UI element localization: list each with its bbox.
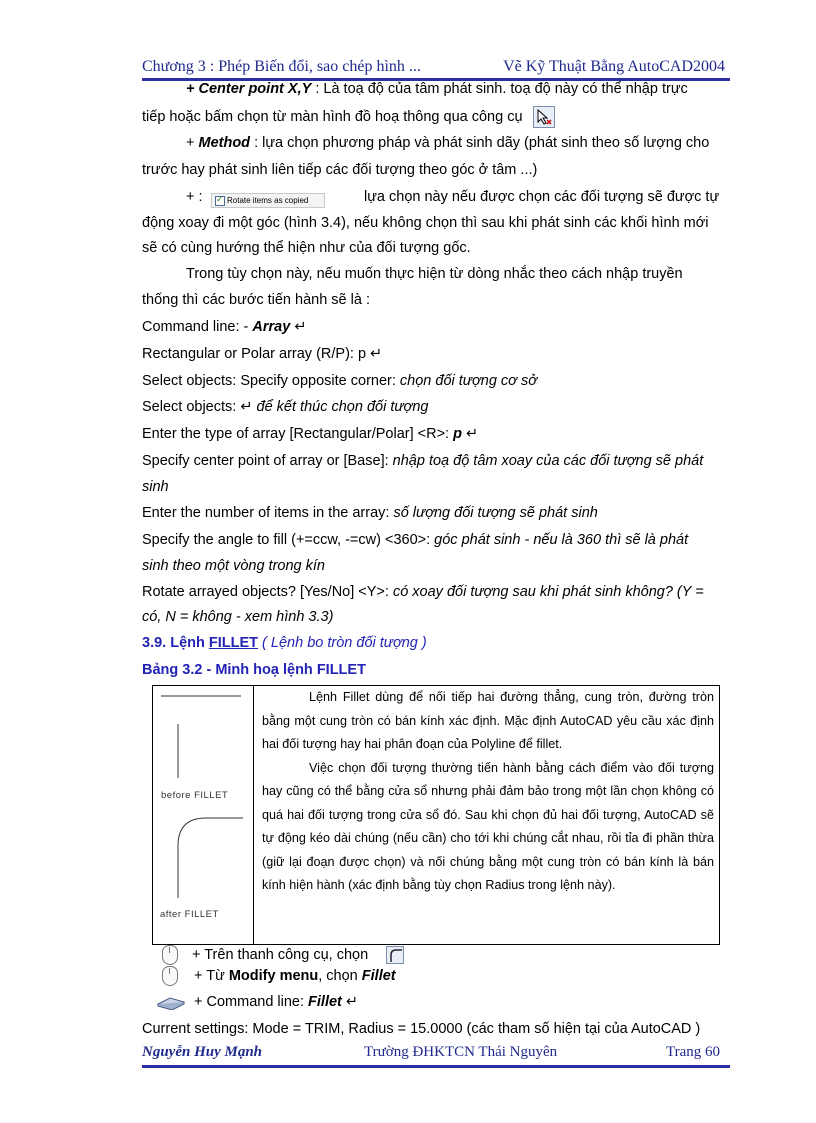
command-line-5: Enter the type of array [Rectangular/Polar] <R>: p ↵ [142,426,479,442]
paragraph-line-2: thống thì các bước tiến hành sẽ là : [142,292,370,308]
school-name: Trường ĐHKTCN Thái Nguyên [364,1044,558,1060]
rotate-items-checkbox: ✓ Rotate items as copied [211,193,325,208]
enter-icon: ↵ [341,994,359,1010]
command-line-2: Rectangular or Polar array (R/P): p ↵ [142,346,383,362]
command-line-3: Select objects: Specify opposite corner: chọn đối tượng cơ sở [142,373,537,389]
page-header [142,58,730,80]
checkbox-checked-icon [215,196,225,206]
mouse-icon [162,945,178,965]
enter-icon: ↵ [290,319,307,335]
pick-point-icon [533,106,555,128]
center-point-line-2: tiếp hoặc bấm chọn từ màn hình đồ hoạ thông qua công cụ [142,106,555,128]
fillet-diagram-icon [153,686,253,944]
enter-icon: ↵ [461,426,479,442]
fillet-link[interactable]: FILLET [208,635,259,651]
table-caption: Bảng 3.2 - Minh hoạ lệnh FILLET [142,662,366,678]
fillet-paragraph-2: Việc chọn đối tượng thường tiến hành bằng cách điểm vào đối tượng hay cũng có thể bằng cửa sổ nhưng phải đảm bảo trong một lần chọn không có quá hai đối tượng trong cửa sổ đó. Sau khi chọn đủ hai đối tượng, AutoCAD sẽ tự động kéo dài chúng (nếu cần) cho tới khi chúng cắt nhau, rồi tỉa đi phần thừa (giữ lại đoạn được chọn) và nối chúng bằng một cung tròn có bán kính là bán kính hiện hành (xác định bằng tùy chọn Radius trong lệnh này). [262,760,714,892]
method-line: + Method : lựa chọn phương pháp và phát sinh dãy (phát sinh theo số lượng cho [186,135,710,151]
chapter-title: Chương 3 : Phép Biến đổi, sao chép hình ... [142,58,421,75]
rotate-line-3: sẽ có cùng hướng thể hiện như của đối tượng gốc. [142,240,471,256]
rotate-line-2: động xoay đi một góc (hình 3.4), nếu không chọn thì sau khi phát sinh các khối hình mới [142,215,709,231]
menu-method: + Từ Modify menu, chọn Fillet [194,968,396,984]
before-fillet-label: before FILLET [161,790,229,801]
command-line-6: Specify center point of array or [Base]: nhập toạ độ tâm xoay của các đối tượng sẽ phát [142,453,704,469]
command-line-4: Select objects: ↵ để kết thúc chọn đối tượng [142,399,429,415]
command-line-8b: sinh theo một vòng trong kín [142,558,325,574]
author-name: Nguyễn Huy Mạnh [142,1044,263,1060]
command-line-1: Command line: - Array ↵ [142,319,307,335]
fillet-tool-icon [386,946,404,964]
toolbar-method: + Trên thanh công cụ, chọn [192,945,404,965]
mouse-icon [162,966,178,986]
command-line-6b: sinh [142,479,169,495]
command-line-8: Specify the angle to fill (+=ccw, -=cw) <360>: góc phát sinh - nếu là 360 thì sẽ là phát [142,532,689,548]
section-heading: 3.9. Lệnh FILLET ( Lệnh bo tròn đối tượng ) [142,635,427,651]
paragraph-line: Trong tùy chọn này, nếu muốn thực hiện từ dòng nhắc theo cách nhập truyền [186,266,683,282]
command-line-7: Enter the number of items in the array: số lượng đối tượng sẽ phát sinh [142,505,598,521]
method-line-2: trước hay phát sinh liên tiếp các đối tượng theo góc ở tâm ...) [142,162,538,178]
fillet-table [152,685,720,945]
keyboard-icon [156,996,186,1010]
rotate-line: lựa chọn này nếu được chọn các đối tượng sẽ được tự [364,189,720,205]
after-fillet-label: after FILLET [160,909,219,920]
rotate-prefix: + : [186,189,203,205]
command-line-method: + Command line: Fillet ↵ [194,994,359,1010]
book-title: Vẽ Kỹ Thuật Bằng AutoCAD2004 [503,58,725,75]
page-number: Trang 60 [666,1044,721,1060]
footer-rule [142,1065,730,1068]
fillet-illustration [153,686,254,944]
command-line-9b: có, N = không - xem hình 3.3) [142,609,334,625]
fillet-description [262,686,714,898]
fillet-paragraph-1: Lệnh Fillet dùng để nối tiếp hai đường thẳng, cung tròn, đường tròn bằng một cung tròn có bán kính xác định. Mặc định AutoCAD yêu cầu xác định hai đối tượng hay hai phân đoạn của Polyline để fillet. [262,690,714,751]
current-settings: Current settings: Mode = TRIM, Radius = 15.0000 (các tham số hiện tại của AutoCAD ) [142,1021,701,1037]
center-point-line: + Center point X,Y : Là toạ độ của tâm phát sinh. toạ độ này có thể nhập trực [186,81,688,97]
command-line-9: Rotate arrayed objects? [Yes/No] <Y>: có xoay đối tượng sau khi phát sinh không? (Y = [142,584,704,600]
